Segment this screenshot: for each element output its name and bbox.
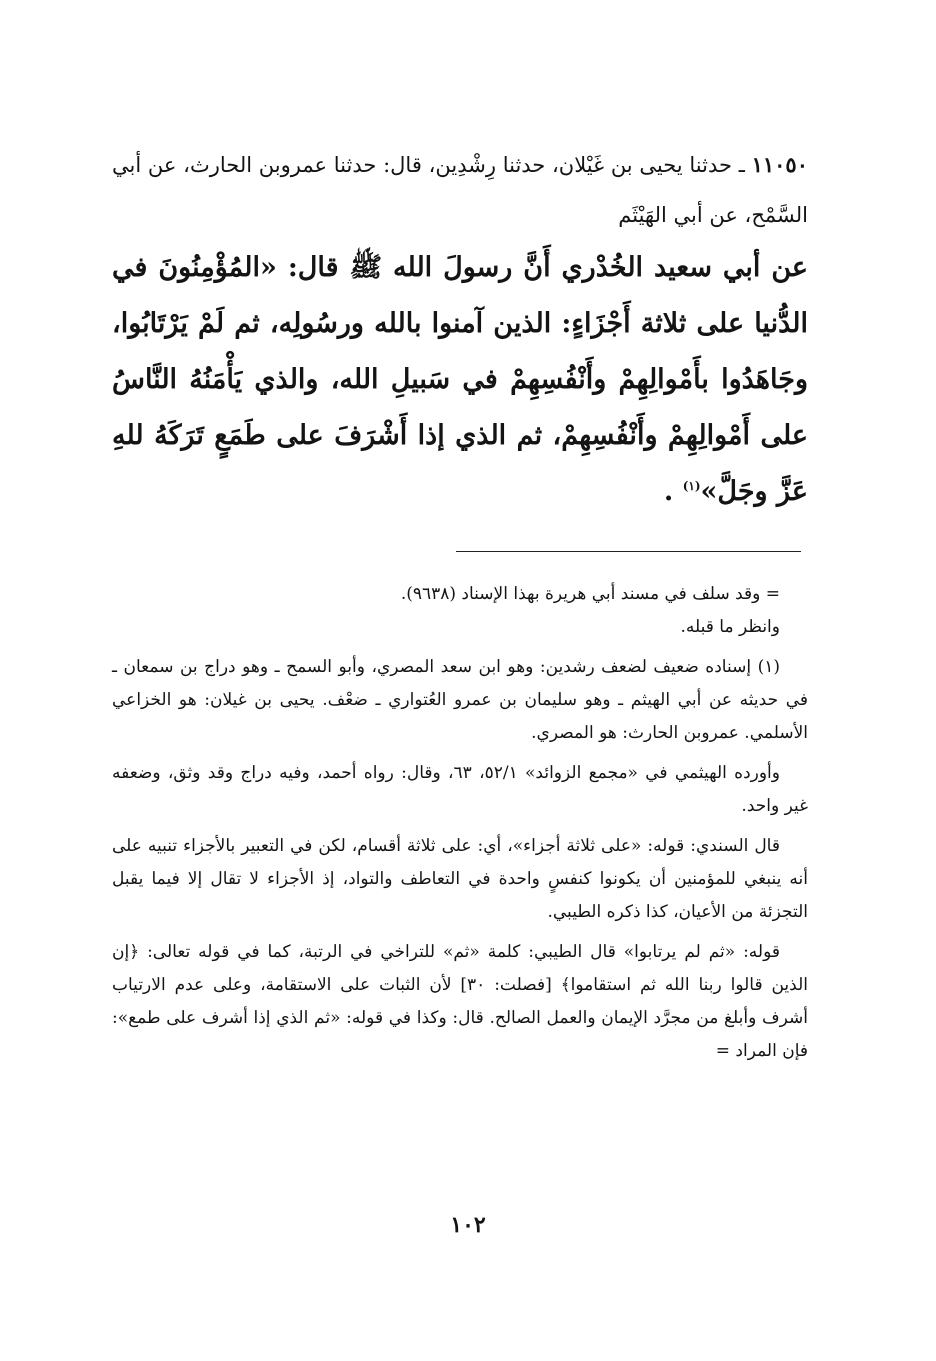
footnotes (112, 578, 808, 1068)
footnote-paragraph: وأورده الهيثمي في «مجمع الزوائد» ٥٢/١، ٦٣، وقال: رواه أحمد، وفيه دراج وقد وثق، وضعفه غير واحد. (112, 763, 808, 816)
footnote-1-text: إسناده ضعيف لضعف رشدين: وهو ابن سعد المصري، وأبو السمح ـ وهو دراج بن سمعان ـ في حديثه عن أبي الهيثم ـ وهو سليمان بن عمرو العُتواري ـ ضعْف. يحيى بن غيلان: هو الخزاعي الأسلمي. عمروبن الحارث: هو المصري. (112, 657, 808, 743)
footnote-continued-line: وانظر ما قبله. (680, 617, 780, 637)
footnote-separator (456, 551, 801, 552)
footnote-1 (112, 651, 808, 750)
matn-end: . (663, 476, 683, 507)
footnote-marker: (١) (682, 479, 701, 493)
hadith-isnad (112, 140, 808, 240)
footnote-paragraph: قال السندي: قوله: «على ثلاثة أجزاء»، أي: على ثلاثة أقسام، لكن في التعبير بالأجزاء تنبيه على أنه ينبغي للمؤمنين أن يكونوا كنفسٍ واحدة في التعاطف والتواد، إذ الأجزاء لا تقال إلا فيما يقبل التجزئة من الأعيان، كذا ذكره الطيبي. (112, 836, 808, 922)
footnote-1-number: (١) (757, 657, 780, 677)
isnad-text: ـ حدثنا يحيى بن غَيْلان، حدثنا رِشْدِين، قال: حدثنا عمروبن الحارث، عن أبي السَّمْح، عن أبي الهَيْثَم (112, 153, 808, 227)
footnote-continued-line: = وقد سلف في مسند أبي هريرة بهذا الإسناد (٩٦٣٨). (400, 584, 780, 604)
matn-intro: عن أبي سعيد الخُدْري أَنَّ رسولَ الله ﷺ قال: (276, 252, 809, 283)
footnote-paragraph: قوله: «ثم لم يرتابوا» قال الطيبي: كلمة «ثم» للتراخي في الرتبة، كما في قوله تعالى: ﴿إن الذين قالوا ربنا الله ثم استقاموا﴾ [فصلت: ٣٠] لأن الثبات على الاستقامة، وعلى عدم الارتياب أشرف وأبلغ من مجرَّد الإيمان والعمل الصالح. قال: وكذا في قوله: «ثم الذي إذا أشرف على طمع»: فإن المراد = (112, 942, 808, 1061)
hadith-matn (112, 240, 808, 520)
matn-quote: «المُؤْمِنُونَ في الدُّنيا على ثلاثة أَجْزَاءٍ: الذين آمنوا بالله ورسُولِه، ثم لَمْ يَرْتَابُوا، وجَاهَدُوا بأَمْوالِهِمْ وأَنْفُسِهِمْ في سَبيلِ الله، والذي يَأْمَنُهُ النَّاسُ على أَمْوالِهِمْ وأَنْفُسِهِمْ، ثم الذي إذا أَشْرَفَ على طَمَعٍ تَرَكَهُ للهِ عَزَّ وجَلَّ» (112, 252, 808, 507)
hadith-number: ١١٠٥٠ (751, 152, 808, 177)
page-number: ١٠٢ (450, 1212, 486, 1238)
